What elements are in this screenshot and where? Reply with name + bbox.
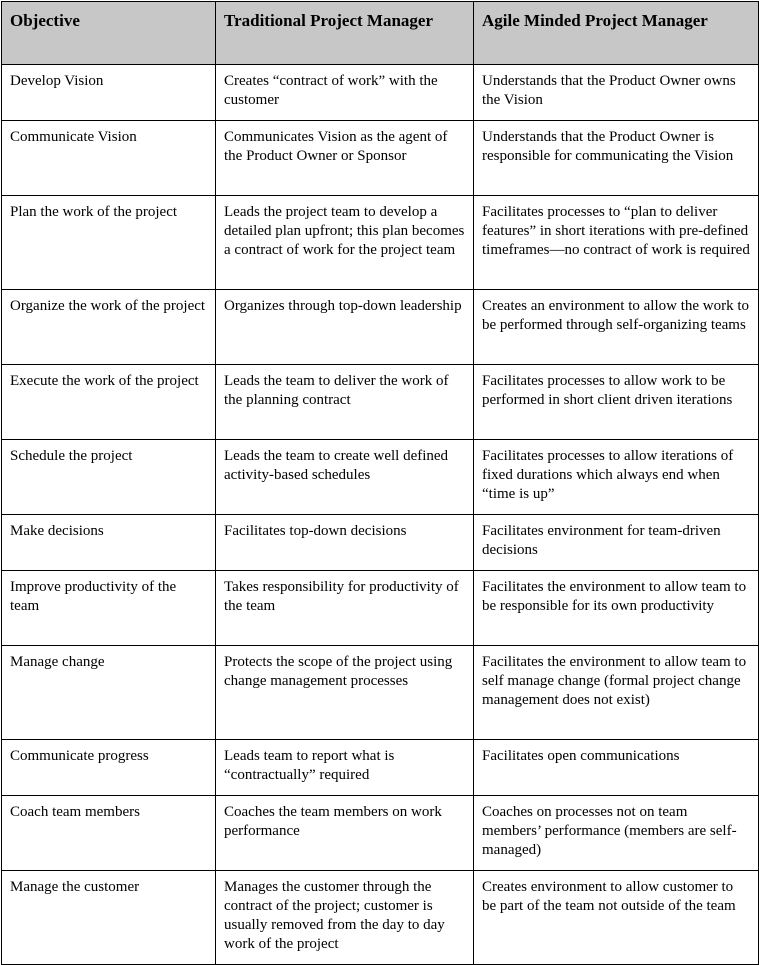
agile-cell: Facilitates processes to “plan to deliver features” in short iterations with pre-defined timeframes—no contract of work is required xyxy=(474,196,759,290)
agile-cell: Facilitates processes to allow work to be performed in short client driven iterations xyxy=(474,365,759,440)
comparison-table xyxy=(1,1,759,965)
objective-cell: Communicate progress xyxy=(2,740,216,796)
table-header xyxy=(2,2,759,65)
objective-cell: Develop Vision xyxy=(2,65,216,121)
traditional-cell: Leads the project team to develop a detailed plan upfront; this plan becomes a contract of work for the project team xyxy=(216,196,474,290)
agile-cell: Understands that the Product Owner is responsible for communicating the Vision xyxy=(474,121,759,196)
table-row xyxy=(2,515,759,571)
traditional-cell: Leads team to report what is “contractually” required xyxy=(216,740,474,796)
table-row xyxy=(2,740,759,796)
objective-cell: Communicate Vision xyxy=(2,121,216,196)
objective-cell: Organize the work of the project xyxy=(2,290,216,365)
traditional-cell: Leads the team to deliver the work of the planning contract xyxy=(216,365,474,440)
table-row xyxy=(2,646,759,740)
agile-cell: Creates an environment to allow the work to be performed through self-organizing teams xyxy=(474,290,759,365)
objective-cell: Manage the customer xyxy=(2,871,216,965)
table-row xyxy=(2,365,759,440)
traditional-cell: Facilitates top-down decisions xyxy=(216,515,474,571)
traditional-cell: Takes responsibility for productivity of the team xyxy=(216,571,474,646)
objective-cell: Execute the work of the project xyxy=(2,365,216,440)
agile-cell: Facilitates open communications xyxy=(474,740,759,796)
agile-cell: Facilitates processes to allow iterations of fixed durations which always end when “time is up” xyxy=(474,440,759,515)
traditional-cell: Creates “contract of work” with the customer xyxy=(216,65,474,121)
traditional-cell: Coaches the team members on work performance xyxy=(216,796,474,871)
agile-cell: Creates environment to allow customer to be part of the team not outside of the team xyxy=(474,871,759,965)
traditional-cell: Communicates Vision as the agent of the Product Owner or Sponsor xyxy=(216,121,474,196)
table-row xyxy=(2,571,759,646)
header-agile: Agile Minded Project Manager xyxy=(474,2,759,65)
header-row xyxy=(2,2,759,65)
table-row xyxy=(2,121,759,196)
agile-cell: Coaches on processes not on team members’ performance (members are self-managed) xyxy=(474,796,759,871)
objective-cell: Schedule the project xyxy=(2,440,216,515)
agile-cell: Facilitates environment for team-driven decisions xyxy=(474,515,759,571)
traditional-cell: Organizes through top-down leadership xyxy=(216,290,474,365)
agile-cell: Facilitates the environment to allow team to self manage change (formal project change management does not exist) xyxy=(474,646,759,740)
header-objective: Objective xyxy=(2,2,216,65)
table-row xyxy=(2,440,759,515)
header-traditional: Traditional Project Manager xyxy=(216,2,474,65)
objective-cell: Manage change xyxy=(2,646,216,740)
table-body xyxy=(2,65,759,965)
traditional-cell: Manages the customer through the contract of the project; customer is usually removed from the day to day work of the project xyxy=(216,871,474,965)
table-row xyxy=(2,796,759,871)
table-row xyxy=(2,196,759,290)
agile-cell: Understands that the Product Owner owns the Vision xyxy=(474,65,759,121)
objective-cell: Plan the work of the project xyxy=(2,196,216,290)
agile-cell: Facilitates the environment to allow team to be responsible for its own productivity xyxy=(474,571,759,646)
objective-cell: Make decisions xyxy=(2,515,216,571)
traditional-cell: Leads the team to create well defined activity-based schedules xyxy=(216,440,474,515)
objective-cell: Improve productivity of the team xyxy=(2,571,216,646)
table-row xyxy=(2,871,759,965)
objective-cell: Coach team members xyxy=(2,796,216,871)
table-row xyxy=(2,290,759,365)
table-row xyxy=(2,65,759,121)
traditional-cell: Protects the scope of the project using change management processes xyxy=(216,646,474,740)
